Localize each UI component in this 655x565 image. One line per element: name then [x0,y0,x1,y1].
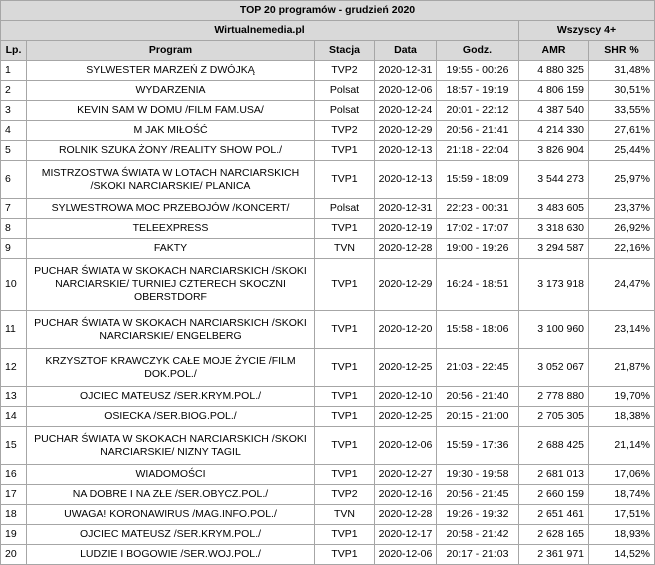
table-body [1,61,655,565]
cell-shr: 21,87% [589,349,655,387]
col-header-amr: AMR [519,41,589,61]
cell-shr: 21,14% [589,427,655,465]
cell-program: UWAGA! KORONAWIRUS /MAG.INFO.POL./ [27,505,315,525]
cell-lp: 2 [1,81,27,101]
cell-lp: 20 [1,545,27,565]
cell-data: 2020-12-17 [375,525,437,545]
cell-godz: 21:03 - 22:45 [437,349,519,387]
cell-data: 2020-12-31 [375,199,437,219]
cell-godz: 16:24 - 18:51 [437,259,519,311]
cell-program: PUCHAR ŚWIATA W SKOKACH NARCIARSKICH /SKOKI NARCIARSKIE/ ENGELBERG [27,311,315,349]
col-header-godz: Godz. [437,41,519,61]
cell-stacja: TVP1 [315,465,375,485]
table-row [1,259,655,311]
cell-shr: 25,97% [589,161,655,199]
cell-stacja: TVP1 [315,259,375,311]
cell-program: MISTRZOSTWA ŚWIATA W LOTACH NARCIARSKICH /SKOKI NARCIARSKIE/ PLANICA [27,161,315,199]
cell-amr: 2 681 013 [519,465,589,485]
table-row [1,61,655,81]
cell-stacja: TVP2 [315,61,375,81]
table-row [1,101,655,121]
table-row [1,349,655,387]
col-header-program: Program [27,41,315,61]
cell-data: 2020-12-06 [375,427,437,465]
cell-data: 2020-12-10 [375,387,437,407]
cell-amr: 2 705 305 [519,407,589,427]
cell-amr: 3 294 587 [519,239,589,259]
cell-data: 2020-12-20 [375,311,437,349]
cell-stacja: TVP1 [315,161,375,199]
cell-amr: 2 628 165 [519,525,589,545]
cell-godz: 17:02 - 17:07 [437,219,519,239]
cell-lp: 10 [1,259,27,311]
cell-shr: 24,47% [589,259,655,311]
cell-amr: 2 361 971 [519,545,589,565]
cell-shr: 30,51% [589,81,655,101]
cell-data: 2020-12-27 [375,465,437,485]
cell-data: 2020-12-13 [375,141,437,161]
cell-godz: 20:01 - 22:12 [437,101,519,121]
cell-godz: 20:17 - 21:03 [437,545,519,565]
cell-godz: 15:59 - 18:09 [437,161,519,199]
cell-godz: 19:30 - 19:58 [437,465,519,485]
cell-shr: 23,14% [589,311,655,349]
table-source: Wirtualnemedia.pl [1,21,519,41]
cell-lp: 1 [1,61,27,81]
cell-lp: 11 [1,311,27,349]
cell-data: 2020-12-16 [375,485,437,505]
cell-lp: 5 [1,141,27,161]
cell-stacja: TVP1 [315,349,375,387]
cell-stacja: TVP1 [315,141,375,161]
cell-program: SYLWESTER MARZEŃ Z DWÓJKĄ [27,61,315,81]
cell-stacja: TVP1 [315,525,375,545]
table-row [1,161,655,199]
cell-lp: 4 [1,121,27,141]
cell-data: 2020-12-19 [375,219,437,239]
cell-amr: 2 651 461 [519,505,589,525]
cell-stacja: Polsat [315,81,375,101]
col-header-data: Data [375,41,437,61]
cell-godz: 15:59 - 17:36 [437,427,519,465]
cell-data: 2020-12-29 [375,259,437,311]
cell-shr: 17,51% [589,505,655,525]
cell-amr: 4 880 325 [519,61,589,81]
cell-lp: 13 [1,387,27,407]
cell-stacja: TVP1 [315,311,375,349]
cell-program: NA DOBRE I NA ZŁE /SER.OBYCZ.POL./ [27,485,315,505]
cell-data: 2020-12-25 [375,349,437,387]
cell-program: OJCIEC MATEUSZ /SER.KRYM.POL./ [27,525,315,545]
cell-amr: 3 826 904 [519,141,589,161]
table-row [1,505,655,525]
cell-program: PUCHAR ŚWIATA W SKOKACH NARCIARSKICH /SKOKI NARCIARSKIE/ NIZNY TAGIL [27,427,315,465]
cell-stacja: TVP1 [315,219,375,239]
table-row [1,465,655,485]
cell-stacja: Polsat [315,199,375,219]
cell-stacja: TVP1 [315,427,375,465]
cell-godz: 20:15 - 21:00 [437,407,519,427]
cell-data: 2020-12-28 [375,505,437,525]
table-row [1,545,655,565]
cell-data: 2020-12-13 [375,161,437,199]
cell-shr: 33,55% [589,101,655,121]
cell-program: TELEEXPRESS [27,219,315,239]
cell-data: 2020-12-25 [375,407,437,427]
cell-data: 2020-12-24 [375,101,437,121]
cell-amr: 2 688 425 [519,427,589,465]
cell-program: WIADOMOŚCI [27,465,315,485]
cell-data: 2020-12-06 [375,545,437,565]
cell-amr: 3 483 605 [519,199,589,219]
table-row [1,311,655,349]
cell-godz: 21:18 - 22:04 [437,141,519,161]
table-row [1,407,655,427]
cell-amr: 3 100 960 [519,311,589,349]
table-row [1,239,655,259]
cell-stacja: TVP1 [315,545,375,565]
cell-stacja: TVP2 [315,485,375,505]
cell-lp: 14 [1,407,27,427]
cell-amr: 2 660 159 [519,485,589,505]
cell-lp: 6 [1,161,27,199]
cell-godz: 20:56 - 21:40 [437,387,519,407]
cell-shr: 31,48% [589,61,655,81]
cell-shr: 18,74% [589,485,655,505]
cell-program: PUCHAR ŚWIATA W SKOKACH NARCIARSKICH /SKOKI NARCIARSKIE/ TURNIEJ CZTERECH SKOCZNI OBERSTDORF [27,259,315,311]
cell-godz: 20:58 - 21:42 [437,525,519,545]
table-row [1,525,655,545]
cell-program: OJCIEC MATEUSZ /SER.KRYM.POL./ [27,387,315,407]
cell-godz: 22:23 - 00:31 [437,199,519,219]
cell-stacja: Polsat [315,101,375,121]
cell-lp: 3 [1,101,27,121]
cell-shr: 18,93% [589,525,655,545]
table-row [1,485,655,505]
cell-lp: 9 [1,239,27,259]
cell-program: OSIECKA /SER.BIOG.POL./ [27,407,315,427]
table-row [1,387,655,407]
cell-stacja: TVN [315,505,375,525]
table-row [1,81,655,101]
cell-lp: 7 [1,199,27,219]
table-title: TOP 20 programów - grudzień 2020 [1,1,655,21]
cell-amr: 3 173 918 [519,259,589,311]
cell-data: 2020-12-29 [375,121,437,141]
cell-data: 2020-12-06 [375,81,437,101]
col-header-shr: SHR % [589,41,655,61]
cell-data: 2020-12-28 [375,239,437,259]
cell-program: FAKTY [27,239,315,259]
cell-godz: 20:56 - 21:41 [437,121,519,141]
cell-stacja: TVP1 [315,387,375,407]
cell-godz: 15:58 - 18:06 [437,311,519,349]
cell-shr: 19,70% [589,387,655,407]
cell-shr: 27,61% [589,121,655,141]
table-row [1,219,655,239]
table-row [1,199,655,219]
cell-program: M JAK MIŁOŚĆ [27,121,315,141]
col-header-stacja: Stacja [315,41,375,61]
cell-shr: 22,16% [589,239,655,259]
audience-group-header: Wszyscy 4+ [519,21,655,41]
cell-godz: 18:57 - 19:19 [437,81,519,101]
cell-shr: 14,52% [589,545,655,565]
cell-godz: 19:55 - 00:26 [437,61,519,81]
table-row [1,141,655,161]
cell-program: WYDARZENIA [27,81,315,101]
cell-godz: 20:56 - 21:45 [437,485,519,505]
cell-shr: 17,06% [589,465,655,485]
cell-shr: 23,37% [589,199,655,219]
cell-lp: 15 [1,427,27,465]
col-header-lp: Lp. [1,41,27,61]
cell-program: KRZYSZTOF KRAWCZYK CAŁE MOJE ŻYCIE /FILM DOK.POL./ [27,349,315,387]
cell-stacja: TVP1 [315,407,375,427]
cell-program: LUDZIE I BOGOWIE /SER.WOJ.POL./ [27,545,315,565]
cell-amr: 3 544 273 [519,161,589,199]
cell-amr: 2 778 880 [519,387,589,407]
cell-stacja: TVP2 [315,121,375,141]
cell-amr: 4 806 159 [519,81,589,101]
cell-program: SYLWESTROWA MOC PRZEBOJÓW /KONCERT/ [27,199,315,219]
cell-program: ROLNIK SZUKA ŻONY /REALITY SHOW POL./ [27,141,315,161]
cell-amr: 3 318 630 [519,219,589,239]
cell-shr: 26,92% [589,219,655,239]
cell-stacja: TVN [315,239,375,259]
cell-lp: 19 [1,525,27,545]
cell-amr: 4 214 330 [519,121,589,141]
cell-lp: 16 [1,465,27,485]
cell-godz: 19:26 - 19:32 [437,505,519,525]
cell-godz: 19:00 - 19:26 [437,239,519,259]
table-row [1,427,655,465]
cell-lp: 18 [1,505,27,525]
cell-shr: 18,38% [589,407,655,427]
table-row [1,121,655,141]
cell-lp: 12 [1,349,27,387]
cell-program: KEVIN SAM W DOMU /FILM FAM.USA/ [27,101,315,121]
cell-amr: 3 052 067 [519,349,589,387]
cell-data: 2020-12-31 [375,61,437,81]
cell-amr: 4 387 540 [519,101,589,121]
cell-lp: 8 [1,219,27,239]
cell-lp: 17 [1,485,27,505]
cell-shr: 25,44% [589,141,655,161]
